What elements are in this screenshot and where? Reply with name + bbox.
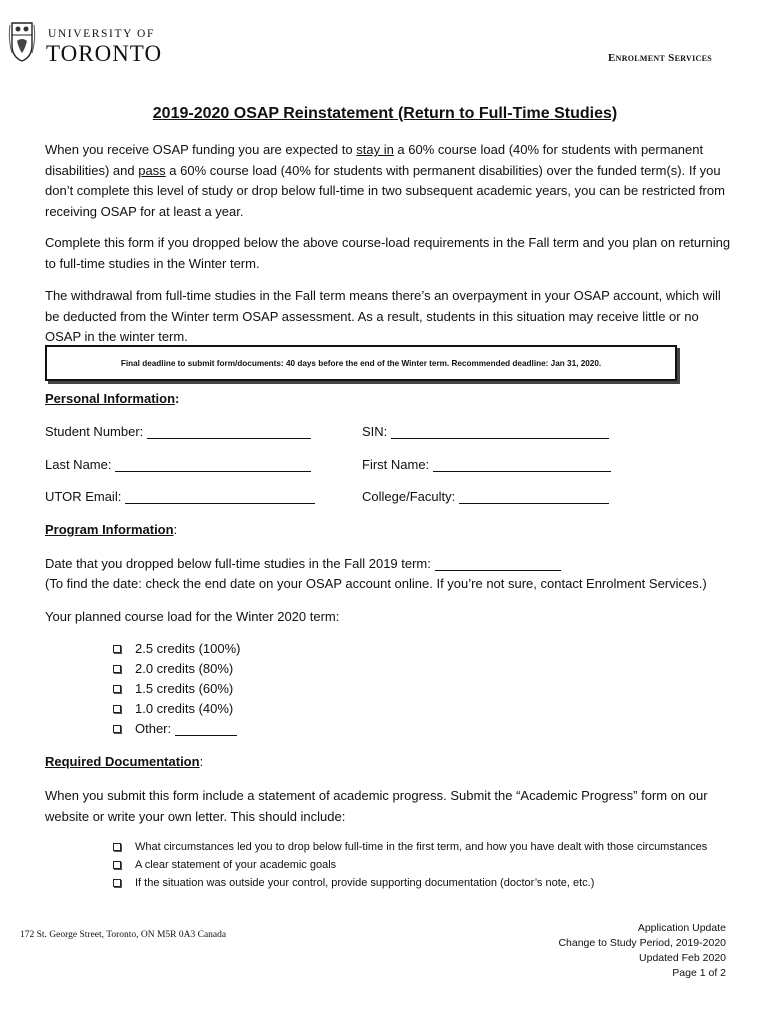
last-name-field[interactable] [45,457,311,472]
personal-info-heading: Personal Information: [45,391,180,406]
course-load-option-other[interactable]: Other: [113,719,241,739]
documentation-intro: When you submit this form include a statement of academic progress. Submit the “Academic Progress” form on our website or write your own letter. This should include: [45,788,708,824]
utor-email-input-line[interactable] [125,490,315,504]
form-title: 2019-2020 OSAP Reinstatement (Return to Full-Time Studies) [152,105,618,122]
student-number-label: Student Number: [45,424,144,439]
checkbox[interactable] [113,705,121,713]
checkbox[interactable] [113,879,121,887]
footer-address: 172 St. George Street, Toronto, ON M5R 0A3 Canada [20,930,227,940]
first-name-label: First Name: [362,457,430,472]
college-faculty-field[interactable] [362,489,609,504]
drop-date-field[interactable] [45,556,561,571]
first-name-input-line[interactable] [433,458,611,472]
course-load-option[interactable]: 1.0 credits (40%) [113,699,241,719]
documentation-item: If the situation was outside your control, provide supporting documentation (doctor’s note, etc.) [113,874,713,892]
department-name: Enrolment Services [607,52,712,64]
checkbox[interactable] [113,645,121,653]
documentation-item: A clear statement of your academic goals [113,856,713,874]
checkbox[interactable] [113,861,121,869]
intro-paragraph-3: The withdrawal from full-time studies in the Fall term means there’s an overpayment in your OSAP account, which will be deducted from the Winter term OSAP assessment. As a result, students in this situation may receive little or no OSAP in the winter term. [45,288,721,345]
course-load-option[interactable]: 2.0 credits (80%) [113,659,241,679]
university-crest-logo [8,19,36,63]
checkbox[interactable] [113,843,121,851]
documentation-item: What circumstances led you to drop below full-time in the first term, and how you have dealt with those circumstances [113,838,713,856]
drop-date-input-line[interactable] [435,557,561,571]
college-faculty-input-line[interactable] [459,490,609,504]
utor-email-label: UTOR Email: [45,489,122,504]
course-load-option[interactable]: 1.5 credits (60%) [113,679,241,699]
intro-paragraph-1: When you receive OSAP funding you are expected to stay in a 60% course load (40% for students with permanent disabilities) and pass a 60% course load (40% for students with permanent disabilities) over the funded term(s). If you don’t complete this level of study or drop below full-time in two subsequent academic years, you can be restricted from receiving OSAP for at least a year. [45,142,725,220]
utor-email-field[interactable] [45,489,315,504]
sin-field[interactable] [362,424,609,439]
footer-line: Application Update [637,922,726,934]
checkbox[interactable] [113,665,121,673]
university-name-large: TORONTO [46,41,163,66]
footer-info [558,921,726,981]
student-number-field[interactable] [45,424,311,439]
course-load-options [113,639,241,739]
documentation-items [113,838,713,892]
course-load-label: Your planned course load for the Winter 2020 term: [45,609,340,624]
drop-date-label: Date that you dropped below full-time studies in the Fall 2019 term: [45,556,431,571]
checkbox[interactable] [113,685,121,693]
program-info-heading: Program Information: [45,522,178,537]
footer-line: Updated Feb 2020 [639,952,726,964]
deadline-notice-box [45,345,677,381]
page-number: Page 1 of 2 [672,967,726,979]
deadline-text: Final deadline to submit form/documents: 40 days before the end of the Winter term. Recommended deadline: Jan 31, 2020. [120,358,602,368]
college-faculty-label: College/Faculty: [362,489,456,504]
sin-label: SIN: [362,424,388,439]
last-name-input-line[interactable] [115,458,311,472]
checkbox[interactable] [113,725,121,733]
documentation-heading: Required Documentation: [45,754,204,769]
student-number-input-line[interactable] [147,425,311,439]
university-name-small: UNIVERSITY OF [48,28,155,40]
first-name-field[interactable] [362,457,611,472]
sin-input-line[interactable] [391,425,609,439]
footer-line: Change to Study Period, 2019-2020 [558,937,726,949]
other-input-line[interactable] [175,722,237,736]
course-load-option[interactable]: 2.5 credits (100%) [113,639,241,659]
drop-date-hint: (To find the date: check the end date on your OSAP account online. If you’re not sure, contact Enrolment Services.) [45,576,707,591]
last-name-label: Last Name: [45,457,112,472]
intro-paragraph-2: Complete this form if you dropped below the above course-load requirements in the Fall term and you plan on returning to full-time studies in the Winter term. [45,235,731,271]
